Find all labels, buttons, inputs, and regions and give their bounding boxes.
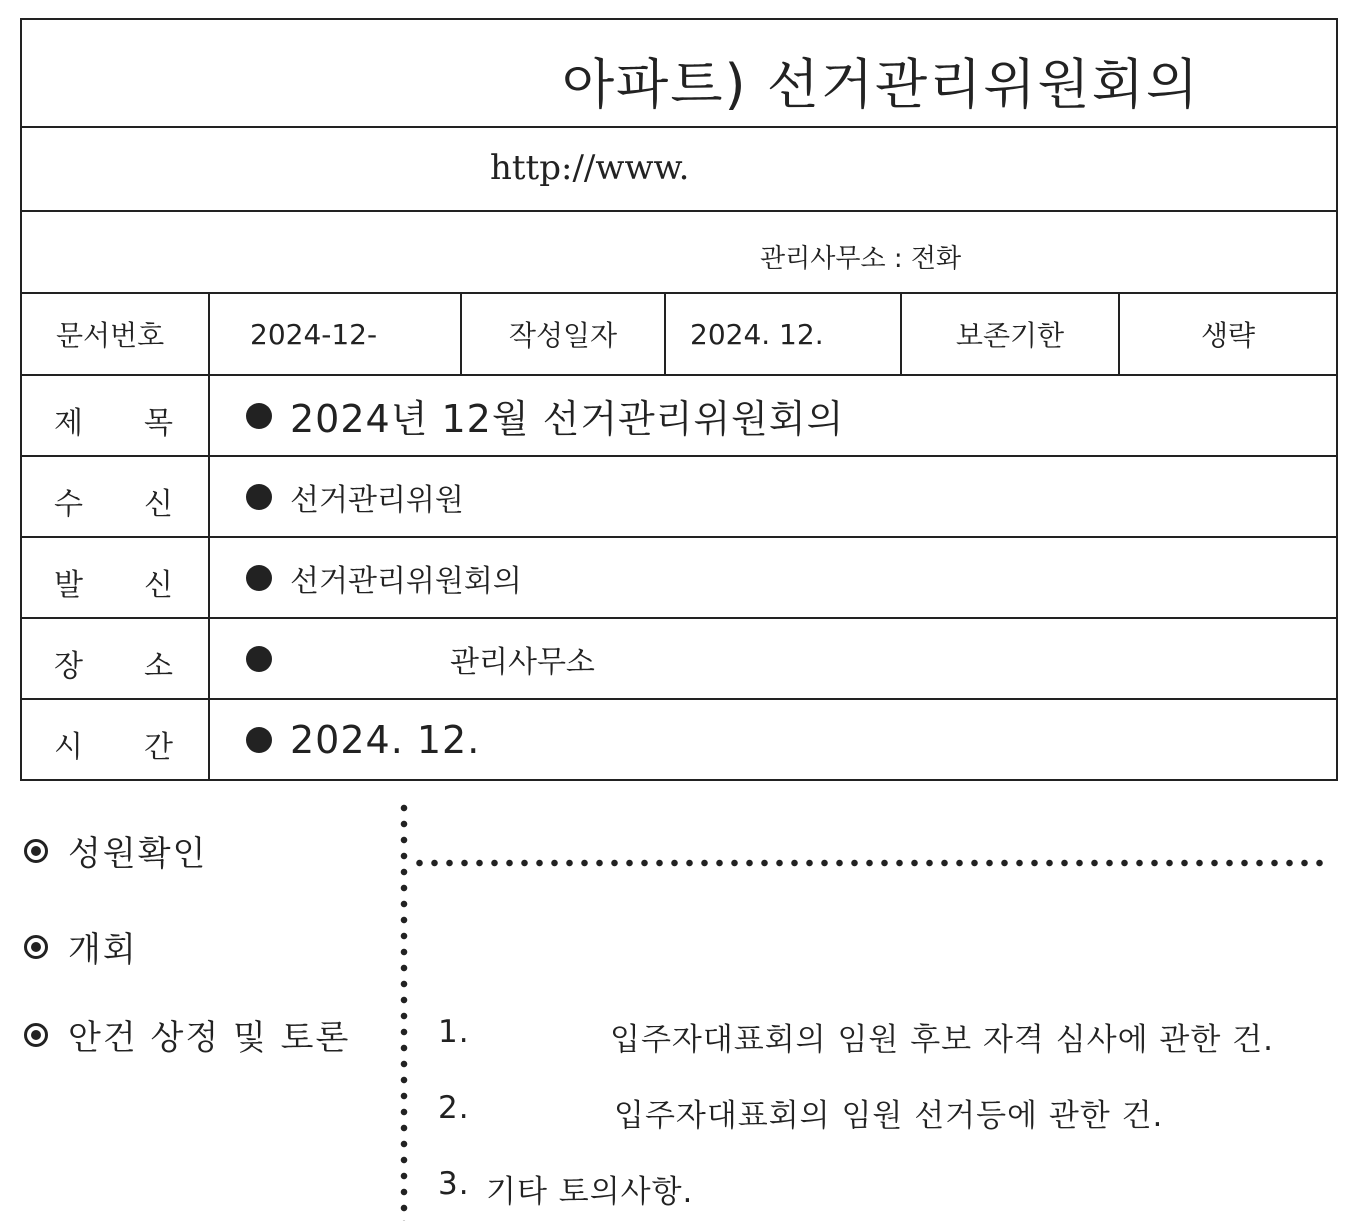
vertical-dotted-divider bbox=[400, 800, 408, 1221]
document-title: 아파트) 선거관리위원회의 bbox=[562, 53, 1201, 116]
field-row-location bbox=[20, 619, 1338, 700]
field-value bbox=[210, 376, 1336, 455]
bullet-icon bbox=[246, 727, 272, 753]
office-contact-row bbox=[20, 212, 1338, 294]
section-opening: 개회 bbox=[24, 922, 138, 971]
field-row-sender bbox=[20, 538, 1338, 619]
target-bullet-icon bbox=[24, 839, 48, 863]
field-value bbox=[210, 457, 1336, 536]
doc-number-label: 문서번호 bbox=[22, 294, 210, 374]
horizontal-dotted-divider bbox=[412, 858, 1330, 868]
retention-label: 보존기한 bbox=[902, 294, 1120, 374]
url-row bbox=[20, 128, 1338, 212]
subject-value: 2024년 12월 선거관리위원회의 bbox=[290, 397, 845, 441]
agenda-item: 2. 입주자대표회의 임원 선거등에 관한 건. bbox=[438, 1090, 1164, 1134]
field-label: 시 간 bbox=[22, 700, 210, 779]
agenda-item: 3. 기타 토의사항. bbox=[438, 1166, 694, 1210]
target-bullet-icon bbox=[24, 1023, 48, 1047]
field-value bbox=[210, 619, 1336, 698]
office-contact: 관리사무소 : 전화 bbox=[760, 244, 962, 274]
recipient-value: 선거관리위원 bbox=[290, 482, 464, 518]
date-label: 작성일자 bbox=[462, 294, 666, 374]
field-label: 장 소 bbox=[22, 619, 210, 698]
field-value bbox=[210, 700, 1336, 779]
bullet-icon bbox=[246, 565, 272, 591]
field-row-subject bbox=[20, 376, 1338, 457]
time-value: 2024. 12. bbox=[290, 717, 481, 762]
section-agenda: 안건 상정 및 토론 bbox=[24, 1010, 350, 1059]
title-row bbox=[20, 18, 1338, 128]
retention-value: 생략 bbox=[1200, 319, 1256, 352]
date-value: 2024. 12. bbox=[666, 294, 902, 374]
doc-number-value: 2024-12- bbox=[210, 294, 462, 374]
section-quorum: 성원확인 bbox=[24, 826, 207, 875]
bullet-icon bbox=[246, 484, 272, 510]
bullet-icon bbox=[246, 646, 272, 672]
location-value: 관리사무소 bbox=[450, 644, 595, 680]
field-row-time bbox=[20, 700, 1338, 781]
field-label: 제 목 bbox=[22, 376, 210, 455]
field-label: 발 신 bbox=[22, 538, 210, 617]
field-label: 수 신 bbox=[22, 457, 210, 536]
agenda-item: 1. 입주자대표회의 임원 후보 자격 심사에 관한 건. bbox=[438, 1014, 1274, 1058]
target-bullet-icon bbox=[24, 935, 48, 959]
document-info-row bbox=[20, 294, 1338, 376]
sender-value: 선거관리위원회의 bbox=[290, 563, 522, 599]
document-header-table bbox=[20, 18, 1338, 781]
field-value bbox=[210, 538, 1336, 617]
bullet-icon bbox=[246, 403, 272, 429]
field-row-recipient bbox=[20, 457, 1338, 538]
website-url: http://www. bbox=[490, 148, 690, 188]
